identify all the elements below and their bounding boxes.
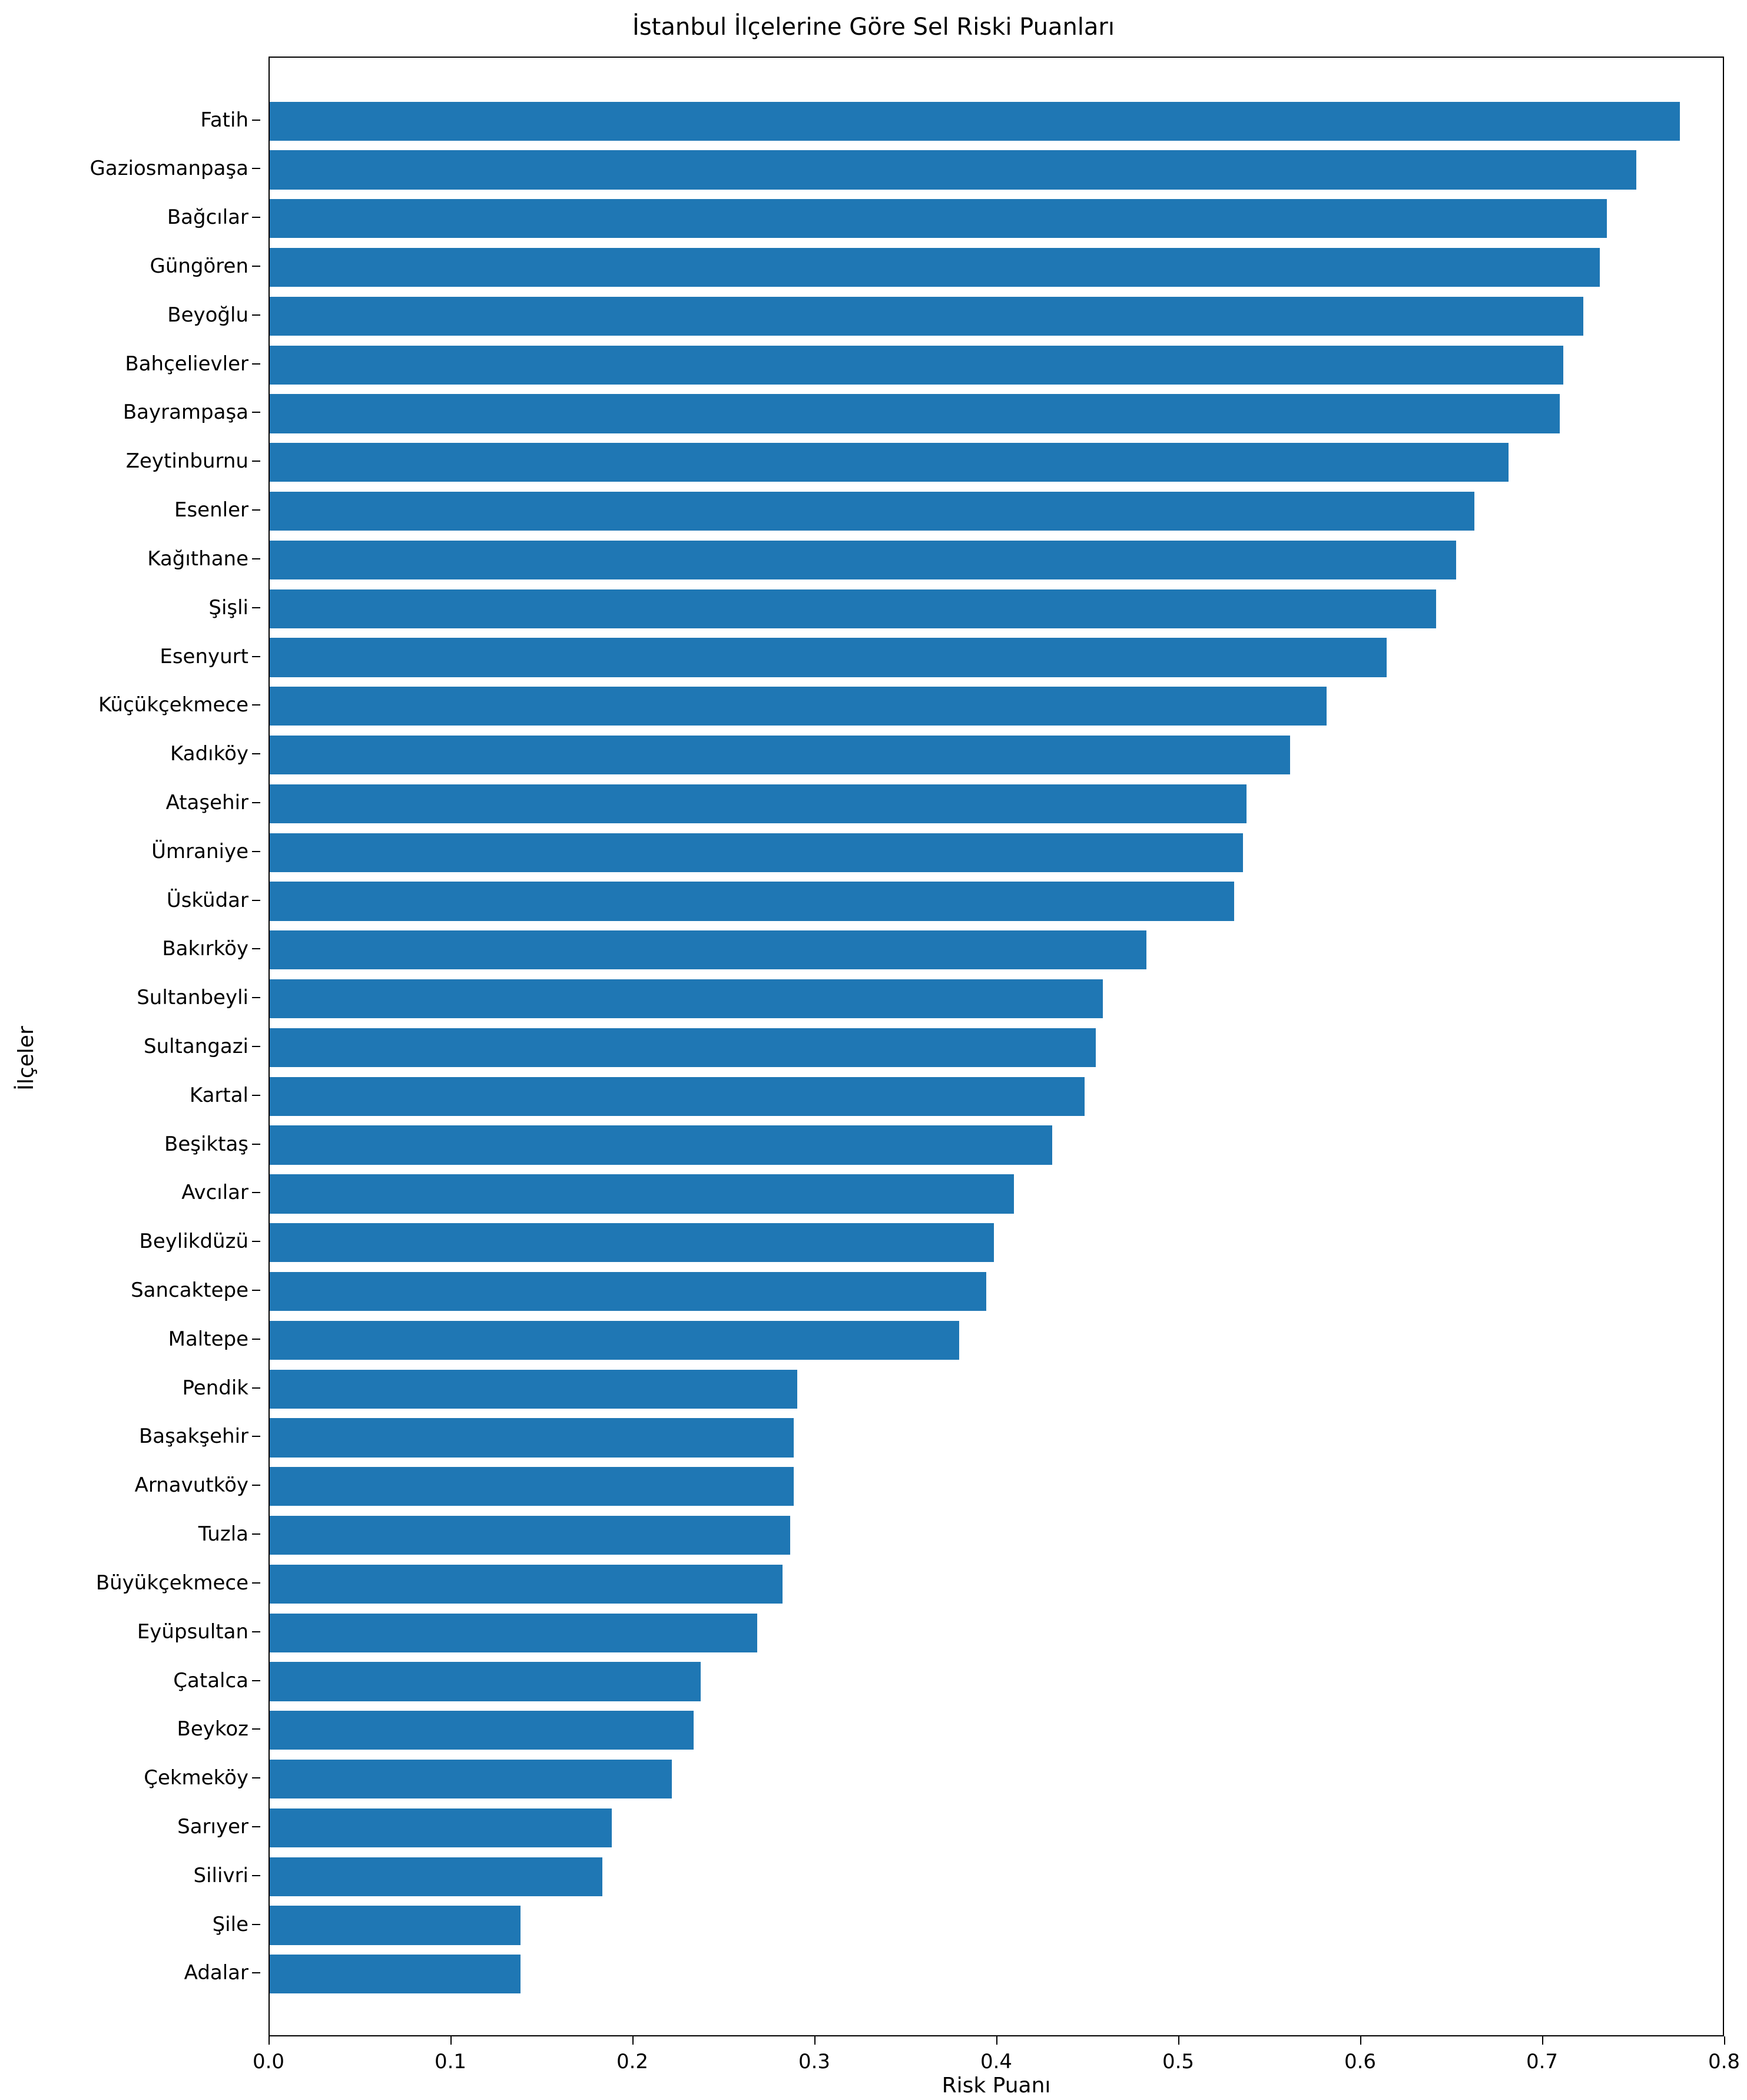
y-tick-label: Kağıthane: [147, 546, 248, 571]
bar-row: [270, 199, 1723, 238]
x-tick-mark: [996, 2036, 997, 2045]
y-tick-label: Beyoğlu: [167, 303, 248, 327]
bar[interactable]: [270, 1662, 701, 1701]
x-tick-mark: [1542, 2036, 1543, 2045]
y-tick-label: Bağcılar: [167, 206, 248, 230]
bar[interactable]: [270, 1028, 1096, 1067]
bar-row: [270, 1321, 1723, 1360]
y-tick-mark: [252, 1631, 260, 1632]
bar-row: [270, 882, 1723, 920]
y-tick-label: Sultanbeyli: [137, 986, 248, 1010]
x-tick-label: 0.5: [1162, 2050, 1195, 2073]
y-tick-label: Beylikdüzü: [139, 1230, 248, 1254]
y-tick-label: Başakşehir: [138, 1425, 248, 1449]
bar[interactable]: [270, 638, 1387, 677]
y-tick-mark: [252, 266, 260, 267]
y-tick-mark: [252, 1972, 260, 1973]
y-tick-mark: [252, 1095, 260, 1096]
y-tick-label: Kartal: [189, 1083, 248, 1107]
y-tick-label: Fatih: [200, 108, 248, 132]
bar-row: [270, 1467, 1723, 1506]
y-tick-mark: [252, 1436, 260, 1437]
y-tick-label: Silivri: [193, 1863, 248, 1887]
y-tick-label: Pendik: [182, 1376, 248, 1400]
bar-row: [270, 1662, 1723, 1701]
bar[interactable]: [270, 687, 1327, 726]
bar[interactable]: [270, 589, 1436, 628]
x-tick-mark: [632, 2036, 634, 2045]
y-tick-mark: [252, 1582, 260, 1584]
y-tick-label: Adalar: [184, 1961, 248, 1985]
y-tick-mark: [252, 1924, 260, 1925]
y-tick-label: Kadıköy: [170, 742, 248, 766]
y-tick-label: Beşiktaş: [164, 1132, 248, 1156]
x-tick-label: 0.0: [252, 2050, 285, 2073]
bar-row: [270, 1516, 1723, 1555]
bar-row: [270, 638, 1723, 677]
bar[interactable]: [270, 1418, 794, 1457]
y-tick-mark: [252, 1680, 260, 1681]
y-tick-mark: [252, 168, 260, 169]
y-tick-label: Sancaktepe: [131, 1278, 248, 1303]
bar-row: [270, 443, 1723, 482]
bar[interactable]: [270, 1906, 521, 1945]
y-axis-label: İlçeler: [14, 1026, 38, 1091]
bar-row: [270, 979, 1723, 1018]
bar[interactable]: [270, 248, 1600, 287]
y-tick-mark: [252, 1290, 260, 1291]
y-tick-label: Ümraniye: [151, 839, 248, 863]
y-tick-mark: [252, 1339, 260, 1340]
bar-row: [270, 1614, 1723, 1652]
bar-row: [270, 102, 1723, 141]
y-tick-mark: [252, 217, 260, 218]
bar[interactable]: [270, 1857, 602, 1896]
bar-row: [270, 150, 1723, 189]
x-tick-label: 0.8: [1708, 2050, 1741, 2073]
bar[interactable]: [270, 1565, 783, 1604]
y-tick-mark: [252, 1826, 260, 1827]
bar-row: [270, 297, 1723, 336]
y-tick-label: Üsküdar: [166, 888, 248, 912]
y-tick-mark: [252, 704, 260, 705]
y-tick-label: Gaziosmanpaşa: [89, 157, 248, 181]
bar-row: [270, 541, 1723, 579]
y-tick-mark: [252, 900, 260, 901]
y-tick-label: Küçükçekmece: [98, 693, 248, 717]
x-tick-mark: [450, 2036, 452, 2045]
bar[interactable]: [270, 930, 1146, 969]
y-tick-mark: [252, 412, 260, 413]
bar[interactable]: [270, 199, 1607, 238]
y-tick-mark: [252, 1533, 260, 1535]
x-tick-label: 0.3: [798, 2050, 831, 2073]
bar[interactable]: [270, 1808, 612, 1847]
x-tick-label: 0.2: [616, 2050, 649, 2073]
y-tick-mark: [252, 607, 260, 608]
y-axis-tick-labels: [0, 57, 268, 2036]
bar-row: [270, 589, 1723, 628]
bar[interactable]: [270, 979, 1103, 1018]
bar[interactable]: [270, 492, 1474, 531]
y-tick-mark: [252, 1777, 260, 1778]
bar[interactable]: [270, 1223, 994, 1262]
y-tick-label: Bakırköy: [162, 937, 248, 961]
y-tick-mark: [252, 1192, 260, 1193]
bar[interactable]: [270, 1467, 794, 1506]
bar[interactable]: [270, 1760, 672, 1798]
y-tick-label: Güngören: [150, 254, 248, 279]
bar-row: [270, 1077, 1723, 1116]
y-tick-mark: [252, 1485, 260, 1486]
y-tick-mark: [252, 802, 260, 803]
y-tick-mark: [252, 509, 260, 511]
bar-row: [270, 248, 1723, 287]
y-tick-mark: [252, 1875, 260, 1876]
x-tick-label: 0.4: [980, 2050, 1013, 2073]
y-tick-mark: [252, 1144, 260, 1145]
x-axis-tick-labels: [252, 2036, 1741, 2078]
y-tick-mark: [252, 753, 260, 754]
bar[interactable]: [270, 736, 1290, 774]
y-tick-label: Avcılar: [181, 1181, 248, 1205]
y-tick-mark: [252, 948, 260, 949]
bar-row: [270, 1711, 1723, 1750]
x-tick-mark: [814, 2036, 816, 2045]
y-tick-label: Arnavutköy: [134, 1473, 248, 1498]
y-tick-label: Büyükçekmece: [95, 1571, 248, 1595]
y-tick-mark: [252, 1241, 260, 1242]
bar-row: [270, 736, 1723, 774]
bar[interactable]: [270, 1321, 959, 1360]
bar-row: [270, 833, 1723, 872]
x-tick-label: 0.6: [1344, 2050, 1377, 2073]
x-axis-label: Risk Puanı: [942, 2073, 1051, 2098]
bar[interactable]: [270, 1077, 1085, 1116]
y-tick-mark: [252, 1046, 260, 1047]
bar[interactable]: [270, 882, 1234, 920]
bar-row: [270, 1808, 1723, 1847]
bar[interactable]: [270, 833, 1243, 872]
bar[interactable]: [270, 1614, 757, 1652]
bar[interactable]: [270, 1370, 797, 1409]
y-tick-label: Esenler: [174, 498, 248, 522]
y-tick-mark: [252, 461, 260, 462]
y-tick-mark: [252, 314, 260, 316]
bar[interactable]: [270, 541, 1456, 579]
y-tick-mark: [252, 363, 260, 365]
bar[interactable]: [270, 394, 1560, 433]
x-tick-label: 0.1: [434, 2050, 467, 2073]
y-tick-mark: [252, 120, 260, 121]
bar[interactable]: [270, 1516, 790, 1555]
chart-title: İstanbul İlçelerine Göre Sel Riski Puanları: [632, 14, 1115, 41]
bar[interactable]: [270, 443, 1509, 482]
bar-row: [270, 1857, 1723, 1896]
bars-layer: [270, 58, 1723, 2035]
y-tick-mark: [252, 558, 260, 559]
x-tick-mark: [1178, 2036, 1179, 2045]
bar[interactable]: [270, 1711, 694, 1750]
bar-row: [270, 1125, 1723, 1164]
x-tick-mark: [268, 2036, 270, 2045]
bar-row: [270, 784, 1723, 823]
bar-row: [270, 394, 1723, 433]
y-tick-mark: [252, 1387, 260, 1389]
y-tick-label: Beykoz: [177, 1717, 248, 1741]
bar-row: [270, 1223, 1723, 1262]
y-tick-label: Ataşehir: [165, 790, 248, 814]
y-tick-mark: [252, 1728, 260, 1730]
bar[interactable]: [270, 1955, 521, 1993]
bar-row: [270, 492, 1723, 531]
y-tick-mark: [252, 656, 260, 657]
x-tick-mark: [1724, 2036, 1725, 2045]
y-tick-label: Sultangazi: [143, 1035, 248, 1058]
bar[interactable]: [270, 1125, 1052, 1164]
x-tick-mark: [1360, 2036, 1361, 2045]
bar-row: [270, 1760, 1723, 1798]
y-tick-label: Tuzla: [198, 1522, 248, 1546]
bar-row: [270, 1028, 1723, 1067]
y-tick-label: Bahçelievler: [125, 352, 248, 376]
y-tick-label: Şişli: [208, 595, 248, 620]
bar[interactable]: [270, 1272, 986, 1311]
x-tick-label: 0.7: [1526, 2050, 1559, 2073]
bar[interactable]: [270, 150, 1636, 189]
bar-row: [270, 1272, 1723, 1311]
y-tick-label: Bayrampaşa: [122, 400, 248, 425]
bar[interactable]: [270, 1174, 1014, 1213]
y-tick-label: Zeytinburnu: [125, 449, 248, 473]
bar-row: [270, 687, 1723, 726]
bar[interactable]: [270, 346, 1563, 385]
y-tick-label: Çatalca: [173, 1668, 248, 1692]
bar[interactable]: [270, 102, 1680, 141]
y-tick-label: Sarıyer: [177, 1814, 248, 1839]
bar-row: [270, 1418, 1723, 1457]
bar-row: [270, 1174, 1723, 1213]
bar-row: [270, 1565, 1723, 1604]
y-tick-label: Çekmeköy: [144, 1766, 248, 1790]
bar[interactable]: [270, 297, 1583, 336]
plot-area: [268, 57, 1724, 2036]
bar-row: [270, 1906, 1723, 1945]
y-tick-label: Esenyurt: [160, 644, 248, 668]
bar-row: [270, 930, 1723, 969]
bar-row: [270, 346, 1723, 385]
y-tick-mark: [252, 851, 260, 852]
bar[interactable]: [270, 784, 1247, 823]
y-tick-label: Maltepe: [168, 1327, 248, 1351]
bar-row: [270, 1955, 1723, 1993]
y-tick-label: Eyüpsultan: [137, 1619, 248, 1644]
y-tick-mark: [252, 997, 260, 998]
y-tick-label: Şile: [212, 1912, 248, 1936]
bar-row: [270, 1370, 1723, 1409]
